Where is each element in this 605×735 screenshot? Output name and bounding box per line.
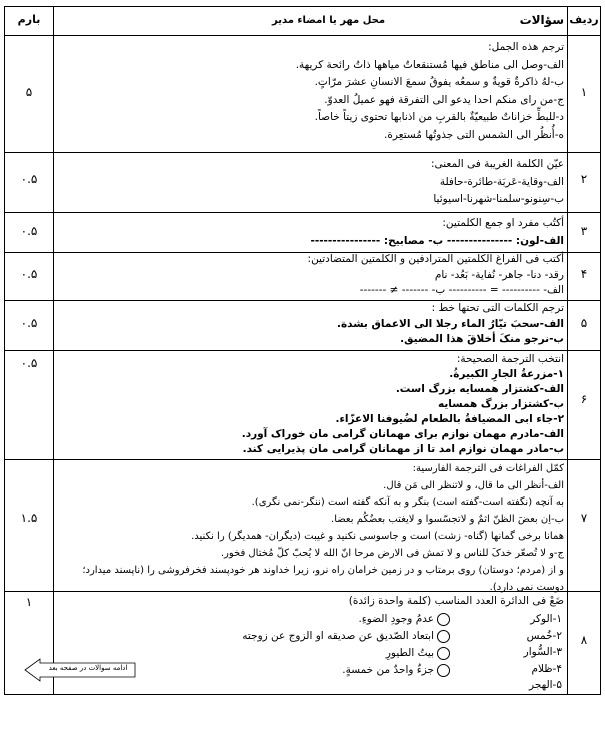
header-questions: سؤالات bbox=[519, 13, 564, 27]
definition-text: ابتعاد الصّدیق عن صدیقه او الزوج عن زوجته bbox=[242, 630, 434, 642]
question-line: ترجم هذه الجمل: bbox=[488, 41, 564, 53]
question-number: ۸ bbox=[580, 633, 588, 647]
header-score: بارم bbox=[17, 13, 41, 26]
question-text bbox=[57, 156, 564, 209]
word-item: ۴-ظلام bbox=[531, 662, 562, 675]
question-line: الف-وصل الی مناطق فیها مُستنقعاتٌ میاهها ذاتُ رائحة کریهة. bbox=[295, 58, 564, 71]
question-text bbox=[57, 460, 564, 596]
answer-circle[interactable] bbox=[437, 647, 450, 660]
continue-arrow bbox=[24, 658, 136, 682]
question-line: ضَعْ فی الدائرة العدد المناسب (کلمة واحدة زائدة) bbox=[348, 595, 564, 607]
definition-item bbox=[242, 611, 450, 628]
word-item: ۱-الوکر bbox=[530, 613, 562, 625]
question-number: ۳ bbox=[580, 224, 588, 238]
header-signature: محل مهر یا امضاء مدیر bbox=[271, 15, 386, 26]
question-line: الف-سحبَ تیّارُ الماء رجلا الی الاعماق بشدة. bbox=[336, 317, 564, 330]
question-line: همانا برخی گمانها (گناه- زشت) است و جاسوسی نکنید و غیبت (دیگران- همدیگر) را نکنید. bbox=[191, 531, 564, 542]
definition-text: عدمُ وجودِ الضوءِ. bbox=[358, 613, 434, 625]
question-number: ۷ bbox=[580, 511, 588, 525]
question-row-4 bbox=[5, 252, 600, 301]
continue-note: ادامه سوالات در صفحه بعد bbox=[48, 664, 128, 672]
word-item: ۳-السُّوار bbox=[523, 646, 562, 658]
question-line: أکتُب مفرد او جمع الکلمتین: bbox=[442, 217, 564, 229]
question-line: الف-لون: --------------- ب- مصابیح: ---------------- bbox=[310, 234, 564, 247]
question-line: به آنچه (نگفته است-گفته است) بنگر و به آنکه گفته است (ننگر-نمی نگری). bbox=[251, 497, 564, 508]
word-item: ۲-خُمس bbox=[526, 629, 562, 642]
question-text bbox=[57, 252, 564, 299]
question-line: عیّن الکلمة الغریبة فی المعنی: bbox=[430, 158, 564, 170]
question-line: ب-اِن بعضَ الظنّ اثمٌ و لاتجسّسوا و لایغتب بعضُکُم بعضا. bbox=[331, 514, 564, 525]
question-line: ج-و لا تُصعّر خدکَ للناس و لا تمش فی الارض مرحا انّ الله لا یُحبّ کلّ مُختال فخور. bbox=[220, 548, 564, 559]
question-score: ۵ bbox=[25, 85, 33, 99]
definition-text: جزءٌ واحدٌ من خمسةٍ. bbox=[342, 664, 434, 676]
question-number: ۲ bbox=[580, 172, 588, 186]
question-text bbox=[57, 593, 564, 609]
question-score: ۰.۵ bbox=[20, 267, 38, 281]
question-line: الف-مادرم مهمان نوازم برای مهمانان گرامی مان خوراک آورد. bbox=[241, 428, 564, 440]
question-text bbox=[57, 39, 564, 144]
definition-text: بیتُ الطیورِ bbox=[385, 647, 434, 659]
question-line: ه-أُنظُر الی الشمس التی جذوتُها مُستعِرة. bbox=[384, 128, 564, 141]
question-row-5 bbox=[5, 300, 600, 351]
definition-item bbox=[242, 628, 450, 645]
answer-circle[interactable] bbox=[437, 630, 450, 643]
definition-list bbox=[242, 611, 450, 679]
question-text bbox=[57, 301, 564, 348]
exam-sheet bbox=[4, 6, 601, 695]
question-line: ب-مادر مهمان نوازم امد تا از مهمانان گرامی مان پذیرایی کند. bbox=[242, 443, 564, 455]
question-line: رقد- دنا- جاهر- نُفایة- بَعُد- نام bbox=[434, 268, 564, 281]
word-item: ۵-الهجر bbox=[529, 679, 562, 691]
question-line: و از (مردم؛ دوستان) روی برمتاب و در زمین خرامان راه نرو، زیرا خداوند هر خودپسند فخرفروشی را (ناپسند میدارد؛ bbox=[82, 565, 564, 576]
question-line: ب-لهُ ذاکرةٌ قویةٌ و سمعُه یفوقُ سمعَ الانسانِ عشرَ مرّاتٍ. bbox=[314, 76, 564, 88]
question-score: ۰.۵ bbox=[20, 356, 38, 370]
question-line: دوست نمی دارد). bbox=[489, 582, 564, 593]
question-line: ۱-مزرعةُ الجارِ الکبیرةُ. bbox=[449, 368, 564, 380]
question-line: ۲-جاء ابی المضیافةُ بالطعام لضُیوفنا الاعزّاء. bbox=[335, 413, 564, 425]
question-score: ۱ bbox=[25, 595, 33, 609]
table-header bbox=[5, 7, 600, 36]
question-number: ۵ bbox=[580, 316, 588, 330]
question-line: کمّل الفراغات فی الترجمة الفارسیة: bbox=[412, 463, 564, 474]
question-number: ۱ bbox=[580, 85, 588, 99]
question-row-2 bbox=[5, 152, 600, 213]
word-list bbox=[524, 611, 562, 694]
question-line: أکتب فی الفراغ الکلمتین المترادفین و الکلمتین المتضادتین: bbox=[307, 253, 564, 265]
question-line: د-للبطِّ خزاناتٌ طبیعیّةٌ بالقربِ من اذنابها تحتوی زیتاً خاصاً. bbox=[314, 111, 564, 123]
question-number: ۴ bbox=[580, 267, 588, 281]
answer-circle[interactable] bbox=[437, 664, 450, 677]
definition-item bbox=[242, 645, 450, 662]
definition-item bbox=[242, 662, 450, 679]
question-line: الف- ---------- = ---------- ب- ------- ≠ ------- bbox=[359, 284, 564, 296]
question-score: ۱.۵ bbox=[20, 511, 38, 525]
question-row-7 bbox=[5, 459, 600, 592]
question-score: ۰.۵ bbox=[20, 316, 38, 330]
question-line: انتخب الترجمة الصحیحة: bbox=[456, 353, 564, 365]
question-line: ترجم الکلمات التی تحتها خط : bbox=[431, 302, 564, 314]
question-line: الف-وقایة-عَربَة-طائرة-حافلة bbox=[439, 175, 564, 188]
question-line: ب-کشتزار بزرگ همسایه bbox=[438, 398, 564, 410]
answer-circle[interactable] bbox=[437, 613, 450, 626]
question-text bbox=[57, 215, 564, 250]
question-line: ب-سِنونو-سلمنا-شهرنا-اسیوئیا bbox=[433, 193, 564, 205]
question-row-1 bbox=[5, 35, 600, 153]
question-row-6 bbox=[5, 350, 600, 460]
question-line: ب-نرجو منکَ أخلاقَ هذا المضیق. bbox=[400, 333, 564, 345]
question-line: ج-من رای منکم احدا یدعو الی التفرقة فهو عمیلُ العدوّ. bbox=[324, 93, 564, 106]
question-score: ۰.۵ bbox=[20, 172, 38, 186]
question-line: الف-کشتزار همسایه بزرگ است. bbox=[395, 383, 564, 395]
question-text bbox=[57, 352, 564, 457]
question-score: ۰.۵ bbox=[20, 224, 38, 238]
header-row-number: ردیف bbox=[569, 13, 599, 26]
question-line: الف-أنظر الی ما قال، و لاتنظر الی مَن قال. bbox=[383, 480, 564, 491]
question-row-3 bbox=[5, 212, 600, 253]
question-number: ۶ bbox=[580, 392, 588, 406]
